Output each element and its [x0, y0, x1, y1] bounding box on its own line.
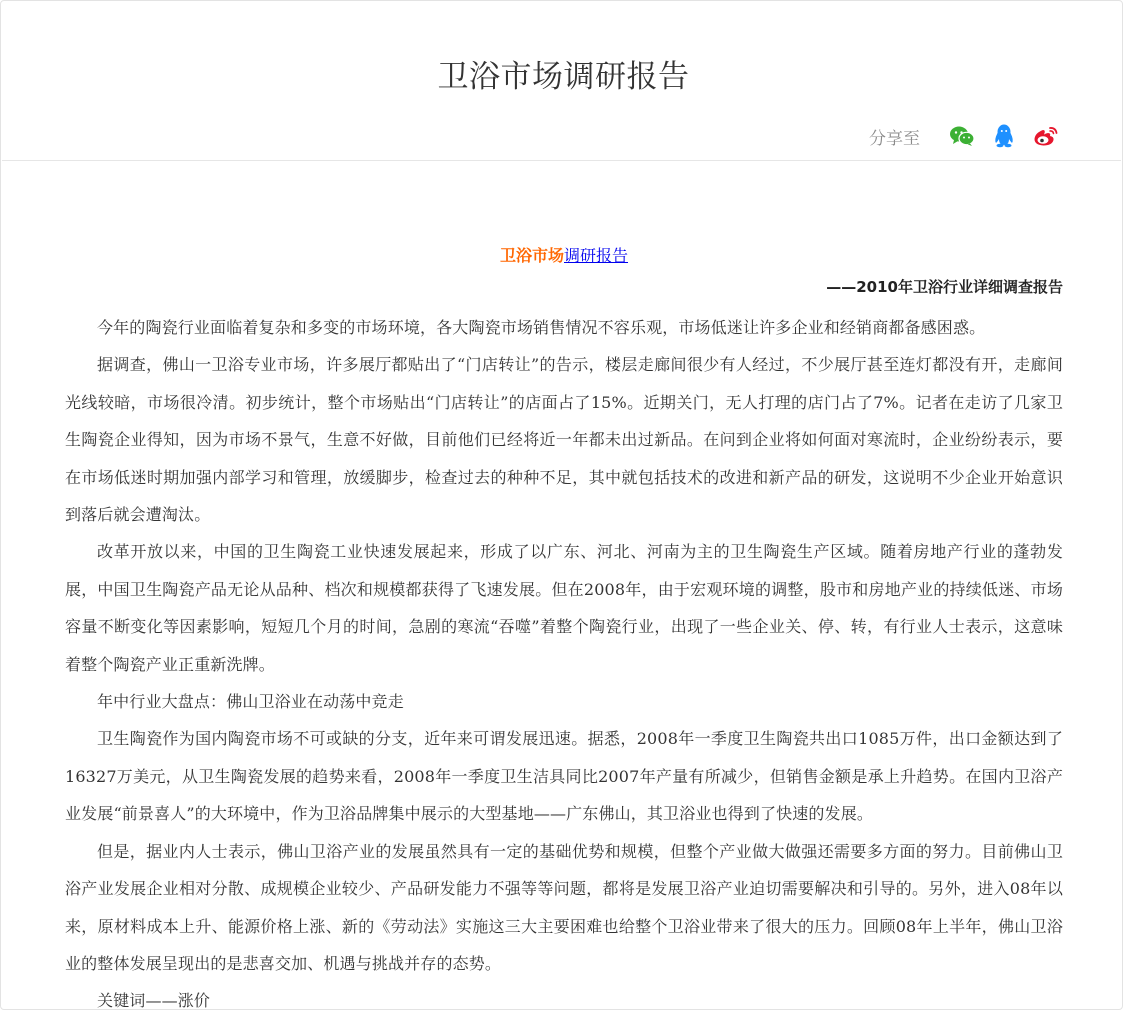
share-label: 分享至 — [869, 128, 920, 149]
paragraph: 今年的陶瓷行业面临着复杂和多变的市场环境，各大陶瓷市场销售情况不容乐观，市场低迷让许多企业和经销商都备感困惑。 — [97, 318, 986, 337]
paragraph: 年中行业大盘点：佛山卫浴业在动荡中竞走 — [97, 692, 404, 712]
article-title-highlight: 卫浴市场 — [499, 246, 564, 265]
share-bar — [869, 121, 1060, 151]
article-title-link[interactable]: 调研报告 — [564, 246, 629, 265]
paragraph: 关键词——涨价 — [97, 991, 211, 1011]
paragraph: 卫生陶瓷作为国内陶瓷市场不可或缺的分支，近年来可谓发展迅速。据悉，2008年一季度卫生陶瓷共出口1085万件，出口金额达到了16327万美元，从卫生陶瓷发展的趋势来看，2008年一季度卫生洁具同比2007年产量有所减少，但销售金额是承上升趋势。在国内卫浴产业发展“前景喜人”的大环境中，作为卫浴品牌集中展示的大型基地——广东佛山，其卫浴业也得到了快速的发展。 — [65, 729, 1063, 824]
qq-icon[interactable] — [990, 122, 1018, 150]
paragraph: 据调查，佛山一卫浴专业市场，许多展厅都贴出了“门店转让”的告示，楼层走廊间很少有人经过，不少展厅甚至连灯都没有开，走廊间光线较暗，市场很冷清。初步统计，整个市场贴出“门店转让”的店面占了15%。近期关门，无人打理的店门占了7%。记者在走访了几家卫生陶瓷企业得知，因为市场不景气，生意不好做，目前他们已经将近一年都未出过新品。在问到企业将如何面对寒流时，企业纷纷表示，要在市场低迷时期加强内部学习和管理，放缓脚步，检查过去的种种不足，其中就包括技术的改进和新产品的研发，这说明不少企业开始意识到落后就会遭淘汰。 — [65, 355, 1063, 525]
paragraph: 但是，据业内人士表示，佛山卫浴产业的发展虽然具有一定的基础优势和规模，但整个产业做大做强还需要多方面的努力。目前佛山卫浴产业发展企业相对分散、成规模企业较少、产品研发能力不强等等问题，都将是发展卫浴产业迫切需要解决和引导的。另外，进入08年以来，原材料成本上升、能源价格上涨、新的《劳动法》实施这三大主要困难也给整个卫浴业带来了很大的压力。回顾08年上半年，佛山卫浴业的整体发展呈现出的是悲喜交加、机遇与挑战并存的态势。 — [65, 841, 1063, 973]
page-title: 卫浴市场调研报告 — [437, 59, 690, 95]
paragraph: 改革开放以来，中国的卫生陶瓷工业快速发展起来，形成了以广东、河北、河南为主的卫生陶瓷生产区域。随着房地产行业的蓬勃发展，中国卫生陶瓷产品无论从品种、档次和规模都获得了飞速发展。但在2008年，由于宏观环境的调整，股市和房地产业的持续低迷、市场容量不断变化等因素影响，短短几个月的时间，急剧的寒流“吞噬”着整个陶瓷行业，出现了一些企业关、停、转，有行业人士表示，这意味着整个陶瓷产业正重新洗牌。 — [65, 542, 1063, 674]
article-subtitle: ——2010年卫浴行业详细调查报告 — [826, 278, 1063, 296]
weibo-icon[interactable] — [1032, 122, 1060, 150]
article-title — [65, 241, 1063, 271]
header-divider — [2, 160, 1121, 161]
wechat-icon[interactable] — [948, 122, 976, 150]
article-body — [65, 241, 1063, 1020]
